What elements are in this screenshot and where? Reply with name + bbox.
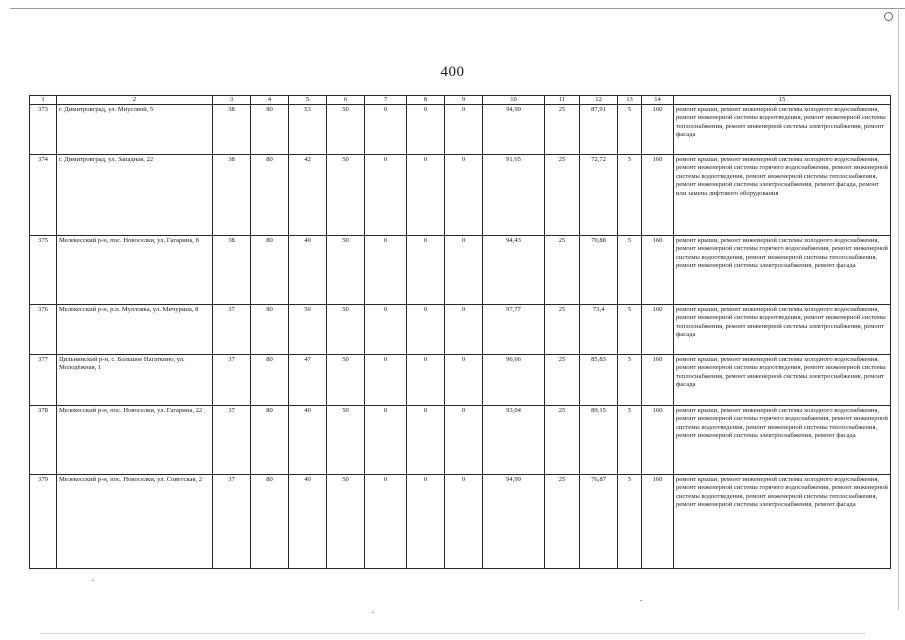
col-8-value: 0 xyxy=(407,305,445,355)
scan-edge-right xyxy=(898,8,899,610)
repair-registry-table xyxy=(29,95,891,569)
col-7-value: 0 xyxy=(365,155,407,236)
col-8-value: 0 xyxy=(407,406,445,475)
address: Мелекесский р-н, р.п. Мулловка, ул. Мичурина, 8 xyxy=(57,305,213,355)
header-col-2: 2 xyxy=(57,96,213,105)
table-row xyxy=(30,105,891,155)
header-col-4: 4 xyxy=(251,96,289,105)
header-row xyxy=(30,96,891,105)
col-13-value: 5 xyxy=(618,236,642,305)
page-number: 400 xyxy=(440,64,465,80)
col-9-value: 0 xyxy=(445,105,483,155)
table-row xyxy=(30,406,891,475)
col-12-value: 89,15 xyxy=(580,406,618,475)
table-header xyxy=(30,96,891,105)
address: Цильнинский р-н, с. Большое Нагаткино, ул. Молодёжная, 1 xyxy=(57,355,213,406)
col-6-value: 50 xyxy=(327,155,365,236)
repair-works-list: ремонт крыши, ремонт инженерной системы холодного водоснабжения, ремонт инженерной системы водоотведения, ремонт инженерной системы теплоснабжения, ремонт инженерной системы электроснабжения, ремонт фасада xyxy=(674,305,891,355)
col-12-value: 76,87 xyxy=(580,475,618,569)
col-14-value: 160 xyxy=(642,305,674,355)
col-11-value: 25 xyxy=(545,406,580,475)
col-10-value: 94,99 xyxy=(483,105,545,155)
col-8-value: 0 xyxy=(407,105,445,155)
col-10-value: 97,77 xyxy=(483,305,545,355)
col-4-value: 80 xyxy=(251,155,289,236)
scan-speck xyxy=(92,580,94,581)
header-col-6: 6 xyxy=(327,96,365,105)
col-13-value: 5 xyxy=(618,305,642,355)
col-8-value: 0 xyxy=(407,155,445,236)
col-9-value: 0 xyxy=(445,155,483,236)
col-7-value: 0 xyxy=(365,305,407,355)
repair-works-list: ремонт крыши, ремонт инженерной системы холодного водоснабжения, ремонт инженерной системы водоотведения, ремонт инженерной системы теплоснабжения, ремонт инженерной системы электроснабжения, ремонт фасада xyxy=(674,355,891,406)
col-6-value: 50 xyxy=(327,236,365,305)
repair-works-list: ремонт крыши, ремонт инженерной системы холодного водоснабжения, ремонт инженерной системы горячего водоснабжения, ремонт инженерной системы водоотведения, ремонт инженерной системы теплоснабжения, ремонт инженерной системы электроснабжения, ремонт фасада xyxy=(674,236,891,305)
col-14-value: 160 xyxy=(642,355,674,406)
col-3-value: 37 xyxy=(213,475,251,569)
repair-works-list: ремонт крыши, ремонт инженерной системы холодного водоснабжения, ремонт инженерной системы водоотведения, ремонт инженерной системы теплоснабжения, ремонт инженерной системы электроснабжения, ремонт фасада xyxy=(674,105,891,155)
col-11-value: 25 xyxy=(545,236,580,305)
col-6-value: 50 xyxy=(327,406,365,475)
col-3-value: 37 xyxy=(213,355,251,406)
col-10-value: 94,99 xyxy=(483,475,545,569)
repair-works-list: ремонт крыши, ремонт инженерной системы холодного водоснабжения, ремонт инженерной системы горячего водоснабжения, ремонт инженерной системы водоотведения, ремонт инженерной системы теплоснабжения, ремонт инженерной системы электроснабжения, ремонт фасада xyxy=(674,406,891,475)
address: Мелекесский р-н, пос. Новоселки, ул. Гагарина, 22 xyxy=(57,406,213,475)
header-col-12: 12 xyxy=(580,96,618,105)
scan-speck xyxy=(372,612,374,613)
col-9-value: 0 xyxy=(445,406,483,475)
col-14-value: 160 xyxy=(642,406,674,475)
row-number: 374 xyxy=(30,155,57,236)
col-13-value: 5 xyxy=(618,475,642,569)
col-3-value: 38 xyxy=(213,105,251,155)
col-4-value: 80 xyxy=(251,475,289,569)
col-10-value: 94,43 xyxy=(483,236,545,305)
col-4-value: 80 xyxy=(251,305,289,355)
col-9-value: 0 xyxy=(445,236,483,305)
col-5-value: 40 xyxy=(289,475,327,569)
col-8-value: 0 xyxy=(407,355,445,406)
col-13-value: 5 xyxy=(618,105,642,155)
col-3-value: 37 xyxy=(213,406,251,475)
col-8-value: 0 xyxy=(407,236,445,305)
scan-noise-line xyxy=(40,633,865,634)
address: г. Димитровград, ул. Миусовой, 5 xyxy=(57,105,213,155)
repair-works-list: ремонт крыши, ремонт инженерной системы холодного водоснабжения, ремонт инженерной системы горячего водоснабжения, ремонт инженерной системы водоотведения, ремонт инженерной системы теплоснабжения, ремонт инженерной системы электроснабжения, ремонт фасада xyxy=(674,475,891,569)
row-number: 378 xyxy=(30,406,57,475)
col-10-value: 91,65 xyxy=(483,155,545,236)
row-number: 373 xyxy=(30,105,57,155)
header-col-9: 9 xyxy=(445,96,483,105)
col-14-value: 160 xyxy=(642,475,674,569)
header-col-3: 3 xyxy=(213,96,251,105)
table-row xyxy=(30,475,891,569)
header-col-10: 10 xyxy=(483,96,545,105)
table-row xyxy=(30,355,891,406)
address: г. Димитровград, ул. Западная, 22 xyxy=(57,155,213,236)
col-11-value: 25 xyxy=(545,155,580,236)
table-row xyxy=(30,155,891,236)
header-col-1: 1 xyxy=(30,96,57,105)
col-12-value: 70,88 xyxy=(580,236,618,305)
col-3-value: 37 xyxy=(213,305,251,355)
col-5-value: 50 xyxy=(289,305,327,355)
row-number: 375 xyxy=(30,236,57,305)
header-col-11: 11 xyxy=(545,96,580,105)
col-6-value: 50 xyxy=(327,475,365,569)
col-6-value: 50 xyxy=(327,305,365,355)
corner-mark xyxy=(884,12,893,21)
col-11-value: 25 xyxy=(545,355,580,406)
header-col-14: 14 xyxy=(642,96,674,105)
address: Мелекесский р-н, пос. Новоселки, ул. Гагарина, 8 xyxy=(57,236,213,305)
repair-works-list: ремонт крыши, ремонт инженерной системы холодного водоснабжения, ремонт инженерной системы горячего водоснабжения, ремонт инженерной системы водоотведения, ремонт инженерной системы теплоснабжения, ремонт инженерной системы электроснабжения, ремонт фасада, ремонт или замена лифтового оборудования xyxy=(674,155,891,236)
col-5-value: 53 xyxy=(289,105,327,155)
col-5-value: 40 xyxy=(289,406,327,475)
col-11-value: 25 xyxy=(545,105,580,155)
col-3-value: 38 xyxy=(213,236,251,305)
address: Мелекесский р-н, пос. Новоселки, ул. Советская, 2 xyxy=(57,475,213,569)
col-13-value: 5 xyxy=(618,155,642,236)
col-12-value: 72,72 xyxy=(580,155,618,236)
header-col-15: 15 xyxy=(674,96,891,105)
header-col-5: 5 xyxy=(289,96,327,105)
col-13-value: 5 xyxy=(618,355,642,406)
col-8-value: 0 xyxy=(407,475,445,569)
col-14-value: 160 xyxy=(642,236,674,305)
col-5-value: 47 xyxy=(289,355,327,406)
scan-speck xyxy=(640,600,642,601)
col-10-value: 93,04 xyxy=(483,406,545,475)
row-number: 376 xyxy=(30,305,57,355)
table-row xyxy=(30,236,891,305)
col-12-value: 85,83 xyxy=(580,355,618,406)
col-7-value: 0 xyxy=(365,355,407,406)
col-14-value: 160 xyxy=(642,155,674,236)
col-9-value: 0 xyxy=(445,355,483,406)
col-6-value: 50 xyxy=(327,105,365,155)
col-4-value: 80 xyxy=(251,105,289,155)
row-number: 377 xyxy=(30,355,57,406)
col-5-value: 40 xyxy=(289,236,327,305)
col-12-value: 73,4 xyxy=(580,305,618,355)
col-4-value: 80 xyxy=(251,355,289,406)
col-10-value: 96,66 xyxy=(483,355,545,406)
col-7-value: 0 xyxy=(365,406,407,475)
col-11-value: 25 xyxy=(545,305,580,355)
table-row xyxy=(30,305,891,355)
row-number: 379 xyxy=(30,475,57,569)
col-3-value: 38 xyxy=(213,155,251,236)
table-body xyxy=(30,105,891,569)
header-col-13: 13 xyxy=(618,96,642,105)
col-9-value: 0 xyxy=(445,475,483,569)
scan-edge-top xyxy=(10,8,905,9)
header-col-8: 8 xyxy=(407,96,445,105)
col-4-value: 80 xyxy=(251,406,289,475)
col-12-value: 87,91 xyxy=(580,105,618,155)
col-13-value: 5 xyxy=(618,406,642,475)
col-5-value: 42 xyxy=(289,155,327,236)
header-col-7: 7 xyxy=(365,96,407,105)
col-9-value: 0 xyxy=(445,305,483,355)
col-4-value: 80 xyxy=(251,236,289,305)
col-6-value: 50 xyxy=(327,355,365,406)
col-7-value: 0 xyxy=(365,236,407,305)
col-7-value: 0 xyxy=(365,475,407,569)
col-7-value: 0 xyxy=(365,105,407,155)
col-11-value: 25 xyxy=(545,475,580,569)
col-14-value: 160 xyxy=(642,105,674,155)
